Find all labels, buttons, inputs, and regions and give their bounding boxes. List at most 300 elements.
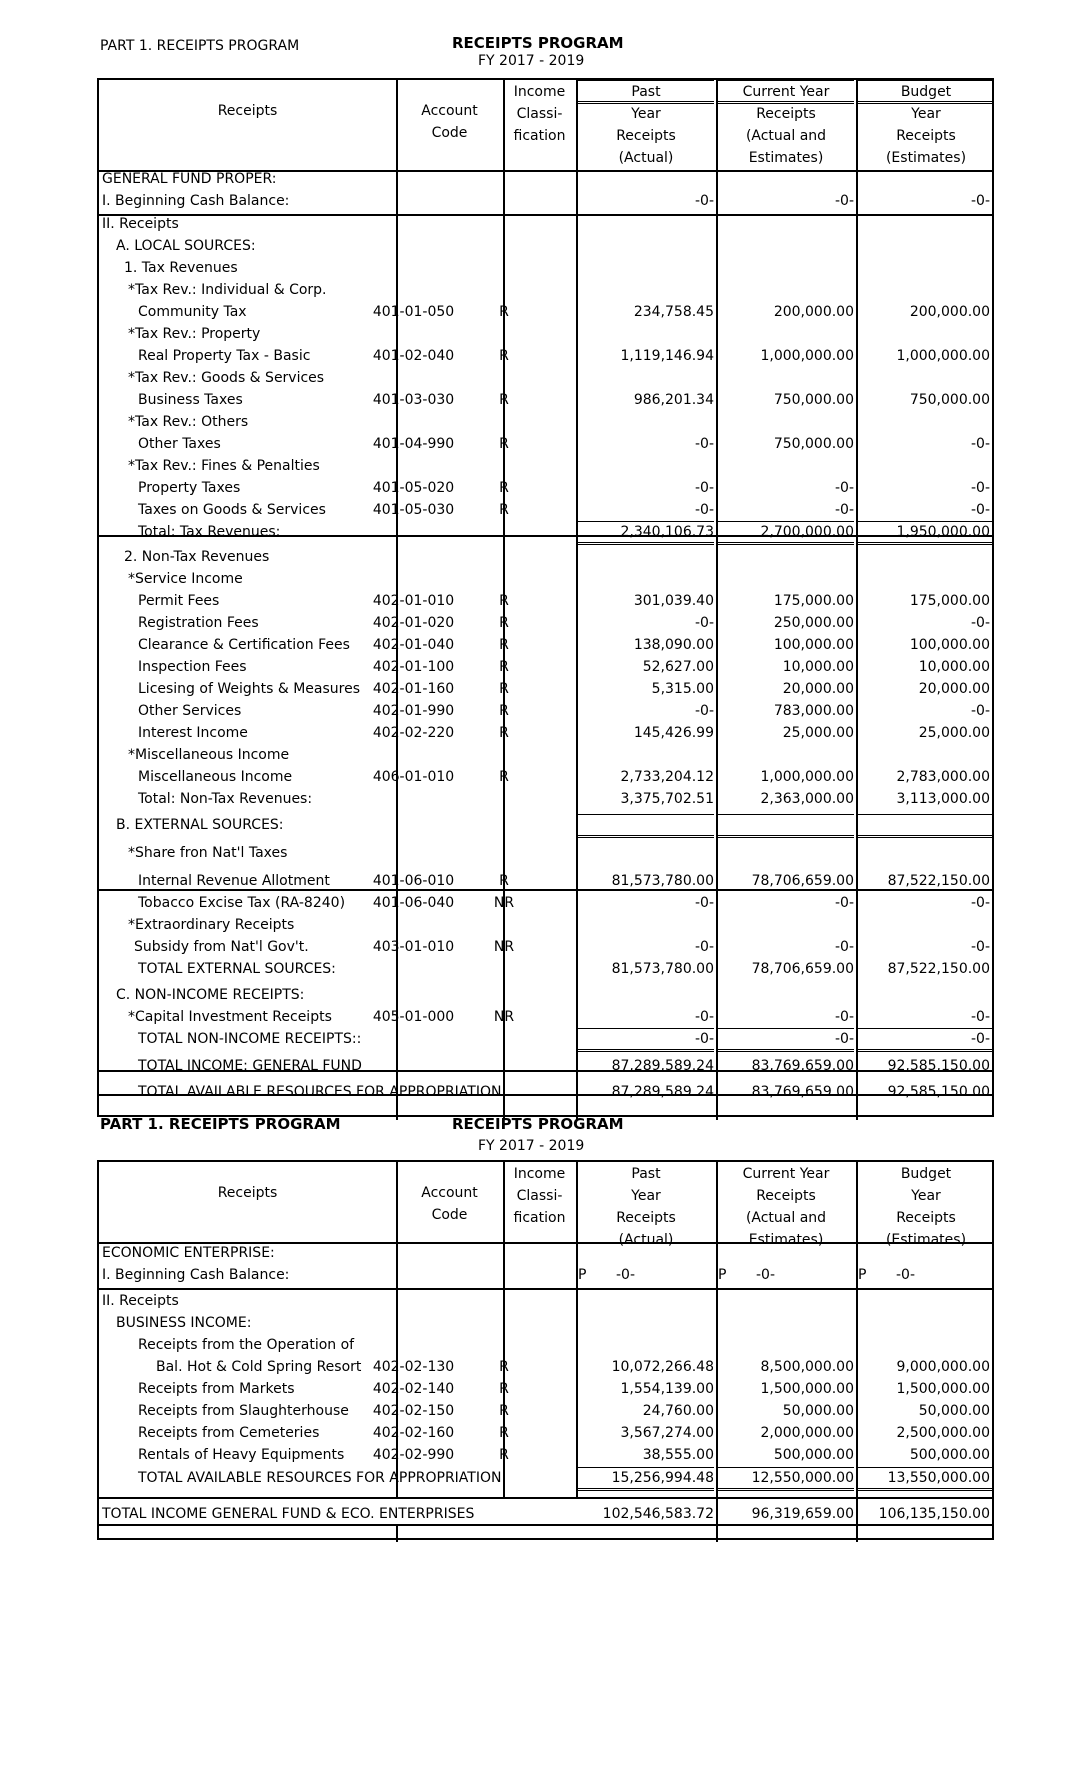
total-underline — [718, 80, 854, 104]
row-label: Clearance & Certification Fees — [138, 637, 350, 653]
account-code: 402-01-010 — [372, 593, 455, 609]
table-row — [99, 257, 992, 279]
budget-year-value: 92,585,150.00 — [887, 1058, 990, 1074]
table-row — [99, 1028, 992, 1050]
income-class: R — [499, 681, 509, 697]
fy-2: FY 2017 - 2019 — [478, 1138, 585, 1154]
table-row — [99, 1334, 992, 1356]
budget-year-value: 2,783,000.00 — [896, 769, 990, 785]
row-label: Subsidy from Nat'l Gov't. — [134, 939, 309, 955]
col-header-budget-year: (Estimates) — [885, 150, 967, 166]
budget-year-value: 3,113,000.00 — [896, 791, 990, 807]
current-year-value: 2,700,000.00 — [760, 524, 854, 540]
income-class: R — [499, 304, 509, 320]
income-class: R — [499, 436, 509, 452]
current-year-value: 2,363,000.00 — [760, 791, 854, 807]
row-label: TOTAL AVAILABLE RESOURCES FOR APPROPRIATION: — [138, 1470, 507, 1486]
col-header-account-code: Code — [431, 125, 468, 141]
current-year-value: -0- — [756, 1267, 776, 1283]
row-label: Other Services — [138, 703, 242, 719]
table-row — [99, 914, 992, 936]
account-code: 402-02-160 — [372, 1425, 455, 1441]
row-label: Receipts from the Operation of — [138, 1337, 355, 1353]
account-code: 402-01-160 — [372, 681, 455, 697]
current-year-value: -0- — [834, 480, 854, 496]
current-year-value: 175,000.00 — [773, 593, 854, 609]
table-row — [99, 301, 992, 323]
table-row — [99, 499, 992, 521]
col-header-budget-year: Receipts — [896, 128, 956, 144]
col-header-current-year: (Actual and — [745, 128, 827, 144]
title-2: RECEIPTS PROGRAM — [452, 1115, 624, 1133]
col-header-income-class: fication — [513, 1210, 566, 1226]
col-header-past-year: Receipts — [616, 128, 676, 144]
income-class: R — [499, 480, 509, 496]
col-header-income-class: fication — [513, 128, 566, 144]
past-year-value: -0- — [694, 502, 714, 518]
budget-year-value: 1,000,000.00 — [896, 348, 990, 364]
table-row — [99, 1503, 992, 1525]
account-code: 405-01-000 — [372, 1009, 455, 1025]
part-label-1: PART 1. RECEIPTS PROGRAM — [100, 38, 300, 54]
budget-year-value: -0- — [970, 703, 990, 719]
table-row — [99, 1055, 992, 1077]
past-year-value: -0- — [694, 939, 714, 955]
row-label: Rentals of Heavy Equipments — [138, 1447, 345, 1463]
income-class: R — [499, 725, 509, 741]
past-year-value: 52,627.00 — [642, 659, 714, 675]
table-row — [99, 168, 992, 190]
row-label: *Service Income — [128, 571, 243, 587]
current-year-value: -0- — [834, 1009, 854, 1025]
row-label: C. NON-INCOME RECEIPTS: — [116, 987, 305, 1003]
past-year-value: 102,546,583.72 — [602, 1506, 714, 1522]
budget-year-value: -0- — [970, 1031, 990, 1047]
current-year-value: 2,000,000.00 — [760, 1425, 854, 1441]
col-header-receipts: Receipts — [217, 1185, 278, 1201]
table-row — [99, 1081, 992, 1103]
col-header-account-code: Account — [421, 103, 478, 119]
current-year-value: 96,319,659.00 — [751, 1506, 854, 1522]
past-year-value: 15,256,994.48 — [611, 1470, 714, 1486]
col-header-budget-year: Year — [911, 1188, 941, 1204]
col-header-current-year: Estimates) — [748, 1232, 824, 1248]
income-class: NR — [493, 939, 515, 955]
table-row — [99, 612, 992, 634]
past-year-value: 10,072,266.48 — [611, 1359, 714, 1375]
budget-year-value: -0- — [896, 1267, 916, 1283]
table-row — [99, 984, 992, 1006]
table-row — [99, 235, 992, 257]
row-label: I. Beginning Cash Balance: — [102, 1267, 290, 1283]
table-row — [99, 345, 992, 367]
past-year-value: 5,315.00 — [651, 681, 714, 697]
budget-year-value: 25,000.00 — [918, 725, 990, 741]
income-class: R — [499, 1381, 509, 1397]
past-year-value: 3,567,274.00 — [620, 1425, 714, 1441]
past-year-value: 2,733,204.12 — [620, 769, 714, 785]
row-label: *Tax Rev.: Fines & Penalties — [128, 458, 320, 474]
past-year-value: 1,119,146.94 — [620, 348, 714, 364]
col-header-income-class: Classi- — [516, 106, 563, 122]
current-year-value: 1,000,000.00 — [760, 348, 854, 364]
total-underline — [858, 80, 994, 104]
row-label: 1. Tax Revenues — [124, 260, 238, 276]
budget-year-value: 100,000.00 — [909, 637, 990, 653]
table-row — [99, 590, 992, 612]
peso-sign: P — [578, 1267, 587, 1283]
income-class: R — [499, 392, 509, 408]
col-header-current-year: Receipts — [756, 106, 816, 122]
table-row — [99, 1242, 992, 1264]
row-label: *Tax Rev.: Property — [128, 326, 261, 342]
row-label: Licesing of Weights & Measures — [138, 681, 361, 697]
row-label: Receipts from Slaughterhouse — [138, 1403, 349, 1419]
table-row — [99, 477, 992, 499]
row-label: *Tax Rev.: Goods & Services — [128, 370, 325, 386]
row-label: Bal. Hot & Cold Spring Resort — [156, 1359, 362, 1375]
current-year-value: 783,000.00 — [773, 703, 854, 719]
current-year-value: 78,706,659.00 — [751, 873, 854, 889]
row-label: B. EXTERNAL SOURCES: — [116, 817, 284, 833]
column-divider — [396, 1524, 398, 1542]
current-year-value: 12,550,000.00 — [751, 1470, 854, 1486]
row-label: *Share fron Nat'l Taxes — [128, 845, 288, 861]
table-row — [99, 433, 992, 455]
table-row — [99, 1290, 992, 1312]
row-label: BUSINESS INCOME: — [116, 1315, 252, 1331]
col-header-current-year: Current Year — [742, 84, 830, 100]
row-label: Total: Tax Revenues: — [138, 524, 281, 540]
table-row — [99, 1378, 992, 1400]
col-header-income-class: Income — [513, 84, 566, 100]
budget-year-value: 1,950,000.00 — [896, 524, 990, 540]
account-code: 402-01-020 — [372, 615, 455, 631]
row-label: TOTAL EXTERNAL SOURCES: — [138, 961, 336, 977]
receipts-table-economic-enterprise — [97, 1160, 994, 1540]
row-label: Other Taxes — [138, 436, 221, 452]
row-label: *Extraordinary Receipts — [128, 917, 295, 933]
budget-year-value: 50,000.00 — [918, 1403, 990, 1419]
col-header-budget-year: Budget — [900, 84, 952, 100]
row-label: Community Tax — [138, 304, 247, 320]
row-label: Real Property Tax - Basic — [138, 348, 311, 364]
income-class: R — [499, 659, 509, 675]
past-year-value: -0- — [694, 193, 714, 209]
table-row — [99, 744, 992, 766]
past-year-value: 234,758.45 — [633, 304, 714, 320]
income-class: R — [499, 873, 509, 889]
current-year-value: 1,000,000.00 — [760, 769, 854, 785]
row-label: TOTAL INCOME GENERAL FUND & ECO. ENTERPRISES — [102, 1506, 475, 1522]
row-label: Miscellaneous Income — [138, 769, 293, 785]
current-year-value: 83,769,659.00 — [751, 1058, 854, 1074]
row-label: Permit Fees — [138, 593, 220, 609]
account-code: 401-03-030 — [372, 392, 455, 408]
table-row — [99, 678, 992, 700]
past-year-value: -0- — [694, 615, 714, 631]
past-year-value: 145,426.99 — [633, 725, 714, 741]
current-year-value: 500,000.00 — [773, 1447, 854, 1463]
past-year-value: 87,289,589.24 — [611, 1058, 714, 1074]
budget-year-value: 106,135,150.00 — [878, 1506, 990, 1522]
table-row — [99, 656, 992, 678]
budget-year-value: 9,000,000.00 — [896, 1359, 990, 1375]
table-row — [99, 213, 992, 235]
current-year-value: -0- — [834, 193, 854, 209]
table-row — [99, 546, 992, 568]
income-class: R — [499, 1447, 509, 1463]
budget-year-value: 1,500,000.00 — [896, 1381, 990, 1397]
row-divider — [99, 1497, 992, 1499]
income-class: R — [499, 615, 509, 631]
row-label: Interest Income — [138, 725, 248, 741]
row-label: Internal Revenue Allotment — [138, 873, 330, 889]
row-label: TOTAL INCOME: GENERAL FUND — [138, 1058, 362, 1074]
table-row — [99, 521, 992, 543]
income-class: R — [499, 502, 509, 518]
receipts-table-general-fund — [97, 78, 994, 1117]
row-label: Registration Fees — [138, 615, 259, 631]
budget-year-value: -0- — [970, 939, 990, 955]
row-label: Business Taxes — [138, 392, 243, 408]
budget-year-value: 2,500,000.00 — [896, 1425, 990, 1441]
row-label: Receipts from Cemeteries — [138, 1425, 320, 1441]
table-row — [99, 700, 992, 722]
budget-year-value: -0- — [970, 480, 990, 496]
current-year-value: 78,706,659.00 — [751, 961, 854, 977]
past-year-value: 986,201.34 — [633, 392, 714, 408]
budget-year-value: 20,000.00 — [918, 681, 990, 697]
col-header-account-code: Code — [431, 1207, 468, 1223]
row-label: GENERAL FUND PROPER: — [102, 171, 277, 187]
table-row — [99, 936, 992, 958]
income-class: R — [499, 769, 509, 785]
budget-year-value: 175,000.00 — [909, 593, 990, 609]
row-label: ECONOMIC ENTERPRISE: — [102, 1245, 275, 1261]
table-row — [99, 842, 992, 864]
table-row — [99, 870, 992, 892]
table-row — [99, 568, 992, 590]
account-code: 402-02-140 — [372, 1381, 455, 1397]
row-label: TOTAL AVAILABLE RESOURCES FOR APPROPRIATION: — [138, 1084, 507, 1100]
row-label: I. Beginning Cash Balance: — [102, 193, 290, 209]
row-divider — [99, 1524, 992, 1526]
col-header-current-year: Current Year — [742, 1166, 830, 1182]
row-label: II. Receipts — [102, 1293, 179, 1309]
past-year-value: -0- — [694, 703, 714, 719]
col-header-past-year: Year — [631, 1188, 661, 1204]
table-row — [99, 814, 992, 836]
past-year-value: -0- — [694, 1031, 714, 1047]
account-code: 402-02-150 — [372, 1403, 455, 1419]
budget-year-value: 500,000.00 — [909, 1447, 990, 1463]
table-row — [99, 1264, 992, 1286]
table-row — [99, 1006, 992, 1028]
row-label: TOTAL NON-INCOME RECEIPTS:: — [138, 1031, 362, 1047]
account-code: 401-02-040 — [372, 348, 455, 364]
row-label: II. Receipts — [102, 216, 179, 232]
account-code: 401-01-050 — [372, 304, 455, 320]
col-header-account-code: Account — [421, 1185, 478, 1201]
budget-year-value: -0- — [970, 436, 990, 452]
row-label: Taxes on Goods & Services — [138, 502, 326, 518]
past-year-value: 81,573,780.00 — [611, 961, 714, 977]
table-row — [99, 279, 992, 301]
current-year-value: 10,000.00 — [782, 659, 854, 675]
past-year-value: -0- — [694, 436, 714, 452]
budget-year-value: 87,522,150.00 — [887, 961, 990, 977]
income-class: NR — [493, 1009, 515, 1025]
account-code: 401-06-010 — [372, 873, 455, 889]
col-header-past-year: Past — [631, 84, 661, 100]
account-code: 402-02-130 — [372, 1359, 455, 1375]
past-year-value: -0- — [694, 480, 714, 496]
past-year-value: -0- — [694, 895, 714, 911]
row-label: Inspection Fees — [138, 659, 247, 675]
table-row — [99, 1422, 992, 1444]
past-year-value: 2,340,106.73 — [620, 524, 714, 540]
past-year-value: 138,090.00 — [633, 637, 714, 653]
table-row — [99, 323, 992, 345]
account-code: 402-01-100 — [372, 659, 455, 675]
current-year-value: 100,000.00 — [773, 637, 854, 653]
past-year-value: 38,555.00 — [642, 1447, 714, 1463]
past-year-value: 3,375,702.51 — [620, 791, 714, 807]
table-row — [99, 411, 992, 433]
current-year-value: 50,000.00 — [782, 1403, 854, 1419]
current-year-value: 83,769,659.00 — [751, 1084, 854, 1100]
budget-year-value: -0- — [970, 193, 990, 209]
account-code: 406-01-010 — [372, 769, 455, 785]
past-year-value: 1,554,139.00 — [620, 1381, 714, 1397]
row-label: Receipts from Markets — [138, 1381, 295, 1397]
row-label: *Capital Investment Receipts — [128, 1009, 332, 1025]
row-label: *Miscellaneous Income — [128, 747, 290, 763]
current-year-value: -0- — [834, 895, 854, 911]
col-header-past-year: (Actual) — [618, 150, 674, 166]
current-year-value: -0- — [834, 1031, 854, 1047]
col-header-current-year: (Actual and — [745, 1210, 827, 1226]
current-year-value: 20,000.00 — [782, 681, 854, 697]
col-header-past-year: (Actual) — [618, 1232, 674, 1248]
table-row — [99, 892, 992, 914]
income-class: R — [499, 1403, 509, 1419]
account-code: 403-01-010 — [372, 939, 455, 955]
col-header-past-year: Receipts — [616, 1210, 676, 1226]
table-row — [99, 958, 992, 980]
budget-year-value: 200,000.00 — [909, 304, 990, 320]
row-label: Property Taxes — [138, 480, 241, 496]
income-class: R — [499, 703, 509, 719]
budget-year-value: 87,522,150.00 — [887, 873, 990, 889]
row-label: Tobacco Excise Tax (RA-8240) — [138, 895, 346, 911]
col-header-income-class: Income — [513, 1166, 566, 1182]
income-class: R — [499, 1359, 509, 1375]
budget-year-value: -0- — [970, 1009, 990, 1025]
table-row — [99, 367, 992, 389]
table-row — [99, 1312, 992, 1334]
col-header-past-year: Year — [631, 106, 661, 122]
current-year-value: 1,500,000.00 — [760, 1381, 854, 1397]
budget-year-value: 13,550,000.00 — [887, 1470, 990, 1486]
col-header-income-class: Classi- — [516, 1188, 563, 1204]
table-row — [99, 722, 992, 744]
budget-year-value: 10,000.00 — [918, 659, 990, 675]
row-label: Total: Non-Tax Revenues: — [138, 791, 313, 807]
fy-1: FY 2017 - 2019 — [478, 53, 585, 69]
col-header-budget-year: Receipts — [896, 1210, 956, 1226]
table-row — [99, 1356, 992, 1378]
current-year-value: 25,000.00 — [782, 725, 854, 741]
col-header-receipts: Receipts — [217, 103, 278, 119]
row-label: A. LOCAL SOURCES: — [116, 238, 256, 254]
current-year-value: 750,000.00 — [773, 436, 854, 452]
col-header-current-year: Estimates) — [748, 150, 824, 166]
current-year-value: -0- — [834, 502, 854, 518]
income-class: R — [499, 593, 509, 609]
row-label: *Tax Rev.: Others — [128, 414, 249, 430]
part-label-2: PART 1. RECEIPTS PROGRAM — [100, 1115, 341, 1133]
row-label: 2. Non-Tax Revenues — [124, 549, 270, 565]
table-row — [99, 455, 992, 477]
account-code: 401-06-040 — [372, 895, 455, 911]
account-code: 401-05-020 — [372, 480, 455, 496]
account-code: 401-04-990 — [372, 436, 455, 452]
past-year-value: -0- — [616, 1267, 636, 1283]
current-year-value: -0- — [834, 939, 854, 955]
budget-year-value: -0- — [970, 502, 990, 518]
budget-year-value: 92,585,150.00 — [887, 1084, 990, 1100]
table-row — [99, 1467, 992, 1489]
table-row — [99, 634, 992, 656]
table-row — [99, 766, 992, 788]
income-class: R — [499, 637, 509, 653]
income-class: R — [499, 1425, 509, 1441]
col-header-current-year: Receipts — [756, 1188, 816, 1204]
income-class: R — [499, 348, 509, 364]
account-code: 402-01-040 — [372, 637, 455, 653]
budget-year-value: -0- — [970, 615, 990, 631]
past-year-value: 301,039.40 — [633, 593, 714, 609]
account-code: 401-05-030 — [372, 502, 455, 518]
peso-sign: P — [858, 1267, 867, 1283]
table-row — [99, 1444, 992, 1466]
title-1: RECEIPTS PROGRAM — [452, 34, 624, 52]
current-year-value: 200,000.00 — [773, 304, 854, 320]
total-underline — [578, 80, 714, 104]
past-year-value: -0- — [694, 1009, 714, 1025]
current-year-value: 750,000.00 — [773, 392, 854, 408]
peso-sign: P — [718, 1267, 727, 1283]
account-code: 402-02-220 — [372, 725, 455, 741]
budget-year-value: 750,000.00 — [909, 392, 990, 408]
budget-year-value: -0- — [970, 895, 990, 911]
income-class: NR — [493, 895, 515, 911]
table-row — [99, 389, 992, 411]
table-row — [99, 1400, 992, 1422]
current-year-value: 250,000.00 — [773, 615, 854, 631]
past-year-value: 81,573,780.00 — [611, 873, 714, 889]
col-header-budget-year: Budget — [900, 1166, 952, 1182]
col-header-past-year: Past — [631, 1166, 661, 1182]
col-header-budget-year: Year — [911, 106, 941, 122]
account-code: 402-02-990 — [372, 1447, 455, 1463]
past-year-value: 87,289,589.24 — [611, 1084, 714, 1100]
past-year-value: 24,760.00 — [642, 1403, 714, 1419]
table-row — [99, 788, 992, 810]
current-year-value: 8,500,000.00 — [760, 1359, 854, 1375]
